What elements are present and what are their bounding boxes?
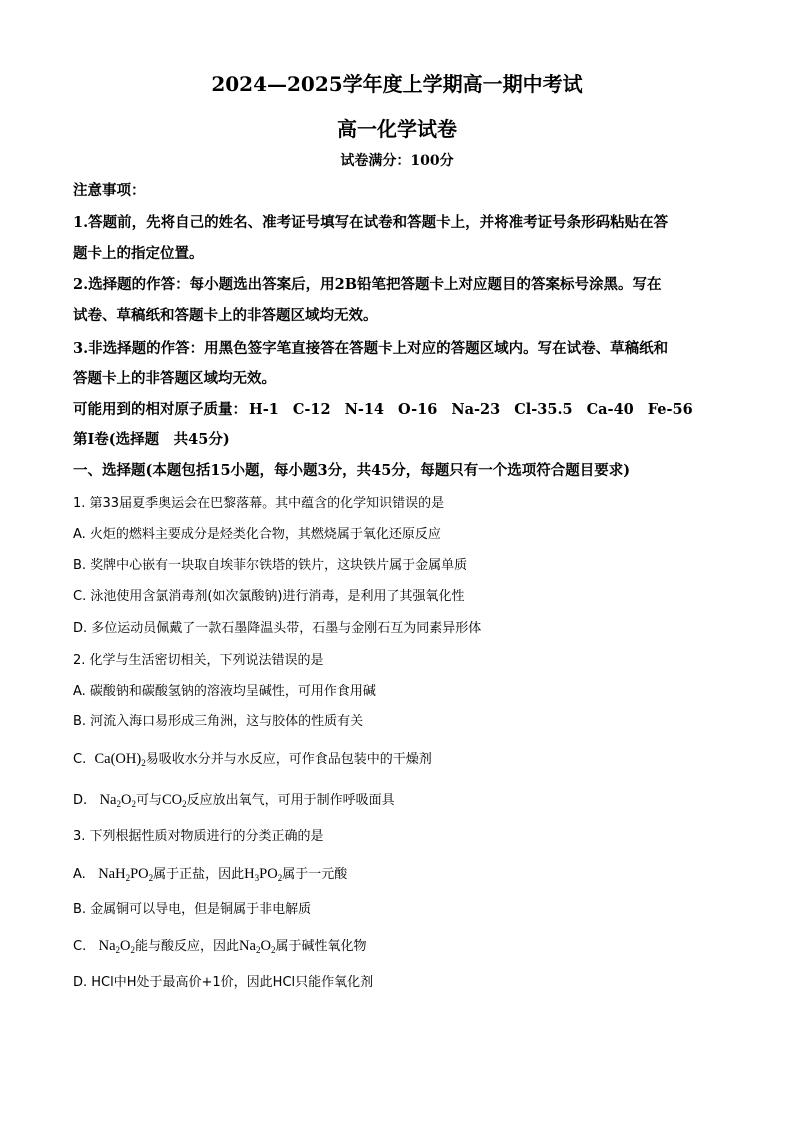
atom-fe: Fe-56 <box>647 401 693 418</box>
exam-score: 试卷满分：100分 <box>340 153 454 169</box>
q3-option-a-text-1: 属于正盐，因此 <box>153 867 245 882</box>
formula-nah2po2: $NaH_2PO_2$ <box>98 866 154 883</box>
q1-option-d: D. 多位运动员佩戴了一款石墨降温头带，石墨与金刚石互为同素异形体 <box>73 621 482 636</box>
exam-subtitle: 高一化学试卷 <box>337 117 457 141</box>
notice-heading: 注意事项： <box>73 182 146 199</box>
formula-co2: $CO_2$ <box>161 792 187 809</box>
formula-ca-oh-2: $Ca(OH)_2$ <box>94 751 146 768</box>
atom-ca: Ca-40 <box>586 401 634 418</box>
q3-option-a <box>73 864 733 885</box>
q1-option-b: B. 奖牌中心嵌有一块取自埃菲尔铁塔的铁片，这块铁片属于金属单质 <box>73 558 468 573</box>
atom-c: C-12 <box>292 401 331 418</box>
q2-option-d-text-1: 可与 <box>135 793 162 808</box>
q2-option-d-label: D. <box>73 793 88 808</box>
q3-stem: 3. 下列根据性质对物质进行的分类正确的是 <box>73 829 324 844</box>
q2-option-d <box>73 790 733 811</box>
formula-na2o2-b: $Na_2O_2$ <box>239 938 276 955</box>
q2-option-d-text-2: 反应放出氧气，可用于制作呼吸面具 <box>186 793 395 808</box>
q2-option-c-label: C. <box>73 752 87 767</box>
atom-h: H-1 <box>249 401 279 418</box>
exam-title: 2024—2025学年度上学期高一期中考试 <box>211 72 583 96</box>
atomic-masses <box>73 400 733 420</box>
q3-option-c-text-1: 能与酸反应，因此 <box>135 939 240 954</box>
notice-item-1-line-2: 题卡上的指定位置。 <box>73 245 204 262</box>
q1-stem: 1. 第33届夏季奥运会在巴黎落幕。其中蕴含的化学知识错误的是 <box>73 496 445 511</box>
q3-option-c-label: C. <box>73 939 87 954</box>
q3-option-c-text-2: 属于碱性氧化物 <box>275 939 367 954</box>
atom-o: O-16 <box>398 401 438 418</box>
q3-option-d: D. HCl中H处于最高价+1价，因此HCl只能作氧化剂 <box>73 975 374 990</box>
q2-stem: 2. 化学与生活密切相关，下列说法错误的是 <box>73 653 324 668</box>
q1-option-a: A. 火炬的燃料主要成分是烃类化合物，其燃烧属于氧化还原反应 <box>73 527 441 542</box>
q1-option-c: C. 泳池使用含氯消毒剂(如次氯酸钠)进行消毒，是利用了其强氧化性 <box>73 589 465 604</box>
atomic-masses-label: 可能用到的相对原子质量： <box>73 401 247 418</box>
q3-option-a-label: A. <box>73 867 86 882</box>
q3-option-c <box>73 936 733 957</box>
part-heading: 一、选择题(本题包括15小题，每小题3分，共45分，每题只有一个选项符合题目要求) <box>73 462 631 479</box>
formula-h3po2: $H_3PO_2$ <box>244 866 283 883</box>
q3-option-b: B. 金属铜可以导电，但是铜属于非电解质 <box>73 902 312 917</box>
notice-item-1-line-1: 1.答题前，先将自己的姓名、准考证号填写在试卷和答题卡上，并将准考证号条形码粘贴在答 <box>73 214 669 231</box>
atom-na: Na-23 <box>451 401 501 418</box>
q2-option-b: B. 河流入海口易形成三角洲，这与胶体的性质有关 <box>73 714 364 729</box>
formula-na2o2-a: $Na_2O_2$ <box>98 938 136 955</box>
q2-option-c-text: 易吸收水分并与水反应，可作食品包装中的干燥剂 <box>145 752 432 767</box>
q2-option-c <box>73 749 733 770</box>
q3-option-a-text-2: 属于一元酸 <box>282 867 348 882</box>
notice-item-2-line-2: 试卷、草稿纸和答题卡上的非答题区域均无效。 <box>73 307 378 324</box>
volume-heading: 第Ⅰ卷(选择题 共45分) <box>73 431 230 448</box>
atom-cl: Cl-35.5 <box>514 401 573 418</box>
atom-n: N-14 <box>344 401 385 418</box>
notice-item-2-line-1: 2.选择题的作答：每小题选出答案后，用2B铅笔把答题卡上对应题目的答案标号涂黑。写在 <box>73 276 662 293</box>
notice-item-3-line-2: 答题卡上的非答题区域均无效。 <box>73 370 276 387</box>
formula-na2o2: $Na_2O_2$ <box>99 792 136 809</box>
notice-item-3-line-1: 3.非选择题的作答：用黑色签字笔直接答在答题卡上对应的答题区域内。写在试卷、草稿纸和 <box>73 340 669 357</box>
q2-option-a: A. 碳酸钠和碳酸氢钠的溶液均呈碱性，可用作食用碱 <box>73 684 376 699</box>
